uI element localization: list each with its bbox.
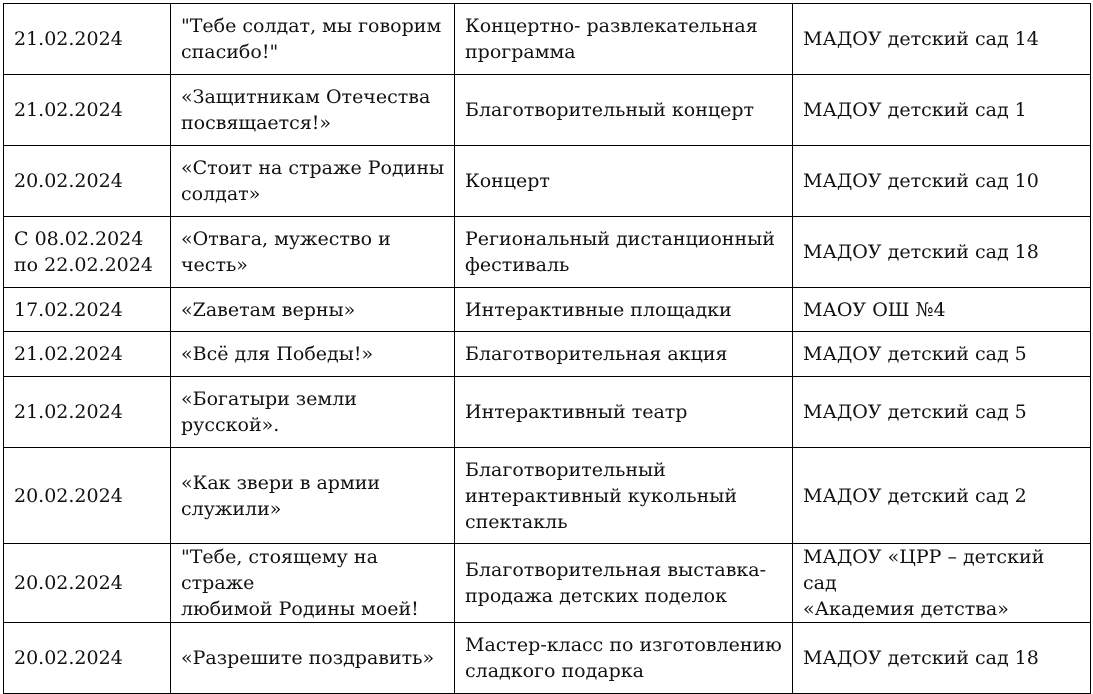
event-organizer [793, 288, 1091, 332]
event-title-text: "Тебе солдат, мы говорим спасибо!" [181, 15, 442, 63]
event-title-text: «Разрешите поздравить» [181, 647, 435, 669]
event-date [4, 217, 171, 288]
event-type [455, 377, 793, 448]
event-type [455, 4, 793, 75]
event-title-text: «Стоит на страже Родины солдат» [181, 157, 445, 205]
event-type [455, 332, 793, 377]
event-organizer-text: МАДОУ «ЦРР – детский сад «Академия детства» [803, 546, 1045, 620]
event-organizer-text: МАДОУ детский сад 18 [803, 647, 1039, 669]
event-organizer-text: МАДОУ детский сад 1 [803, 99, 1027, 121]
event-date-text: 21.02.2024 [14, 343, 123, 365]
event-date-text: 20.02.2024 [14, 170, 123, 192]
event-type-text: Благотворительная акция [465, 343, 728, 365]
event-organizer [793, 377, 1091, 448]
event-date-text: 20.02.2024 [14, 647, 123, 669]
event-organizer-text: МАДОУ детский сад 5 [803, 343, 1027, 365]
event-type-text: Интерактивные площадки [465, 298, 732, 321]
event-type [455, 75, 793, 146]
event-type-text: Мастер-класс по изготовлению сладкого подарка [465, 634, 782, 682]
event-type-text: Региональный дистанционный фестиваль [465, 228, 775, 276]
event-title [171, 448, 455, 544]
event-type-text: Благотворительный концерт [465, 99, 754, 121]
event-date [4, 288, 171, 332]
event-type-text: Концерт [465, 170, 550, 192]
events-table [3, 3, 1091, 694]
event-organizer-text: МАДОУ детский сад 10 [803, 170, 1039, 192]
event-date [4, 448, 171, 544]
event-date-text: С 08.02.2024 по 22.02.2024 [14, 228, 153, 276]
event-organizer-text: МАДОУ детский сад 18 [803, 241, 1039, 263]
event-organizer [793, 217, 1091, 288]
event-date-text: 21.02.2024 [14, 99, 123, 121]
event-title [171, 146, 455, 217]
event-title-text: «Как звери в армии служили» [181, 471, 381, 520]
event-date-text: 21.02.2024 [14, 28, 123, 50]
event-type [455, 146, 793, 217]
event-title [171, 332, 455, 377]
event-title-text: «Всё для Победы!» [181, 343, 374, 365]
event-title-text: «Отвага, мужество и честь» [181, 228, 391, 276]
event-title [171, 623, 455, 694]
event-type [455, 288, 793, 332]
event-type-text: Благотворительный интерактивный кукольный спектакль [465, 458, 738, 533]
event-date [4, 377, 171, 448]
event-date [4, 75, 171, 146]
event-date-text: 20.02.2024 [14, 484, 123, 507]
event-type [455, 544, 793, 623]
event-date [4, 146, 171, 217]
event-type-text: Благотворительная выставка- продажа детских поделок [465, 559, 767, 607]
event-title [171, 288, 455, 332]
event-date [4, 623, 171, 694]
event-organizer [793, 544, 1091, 623]
event-organizer [793, 623, 1091, 694]
event-date [4, 4, 171, 75]
event-date-text: 21.02.2024 [14, 401, 123, 423]
table-row [4, 75, 1091, 146]
table-row [4, 332, 1091, 377]
event-type [455, 623, 793, 694]
event-organizer-text: МАДОУ детский сад 5 [803, 401, 1027, 423]
event-date [4, 544, 171, 623]
table-row [4, 377, 1091, 448]
event-title-text: "Тебе, стоящему на страже любимой Родины моей! [181, 546, 419, 620]
event-organizer-text: МАДОУ детский сад 2 [803, 484, 1027, 507]
event-title [171, 217, 455, 288]
table-row [4, 217, 1091, 288]
event-date-text: 17.02.2024 [14, 298, 123, 321]
event-title-text: «Защитникам Отечества посвящается!» [181, 86, 431, 134]
table-row [4, 544, 1091, 623]
event-organizer-text: МАДОУ детский сад 14 [803, 28, 1039, 50]
event-title [171, 75, 455, 146]
event-title-text: «Богатыри земли русской». [181, 388, 357, 436]
event-title-text: «Zаветам верны» [181, 298, 356, 321]
event-type-text: Концертно- развлекательная программа [465, 15, 758, 63]
event-organizer [793, 4, 1091, 75]
event-date-text: 20.02.2024 [14, 572, 123, 594]
table-row [4, 288, 1091, 332]
event-organizer [793, 146, 1091, 217]
event-title [171, 544, 455, 623]
event-title [171, 4, 455, 75]
event-organizer-text: МАОУ ОШ №4 [803, 298, 946, 321]
event-organizer [793, 75, 1091, 146]
event-type [455, 217, 793, 288]
event-title [171, 377, 455, 448]
event-type-text: Интерактивный театр [465, 401, 688, 423]
event-organizer [793, 332, 1091, 377]
event-type [455, 448, 793, 544]
table-row [4, 146, 1091, 217]
table-row [4, 448, 1091, 544]
event-date [4, 332, 171, 377]
table-row [4, 4, 1091, 75]
event-organizer [793, 448, 1091, 544]
table-row [4, 623, 1091, 694]
